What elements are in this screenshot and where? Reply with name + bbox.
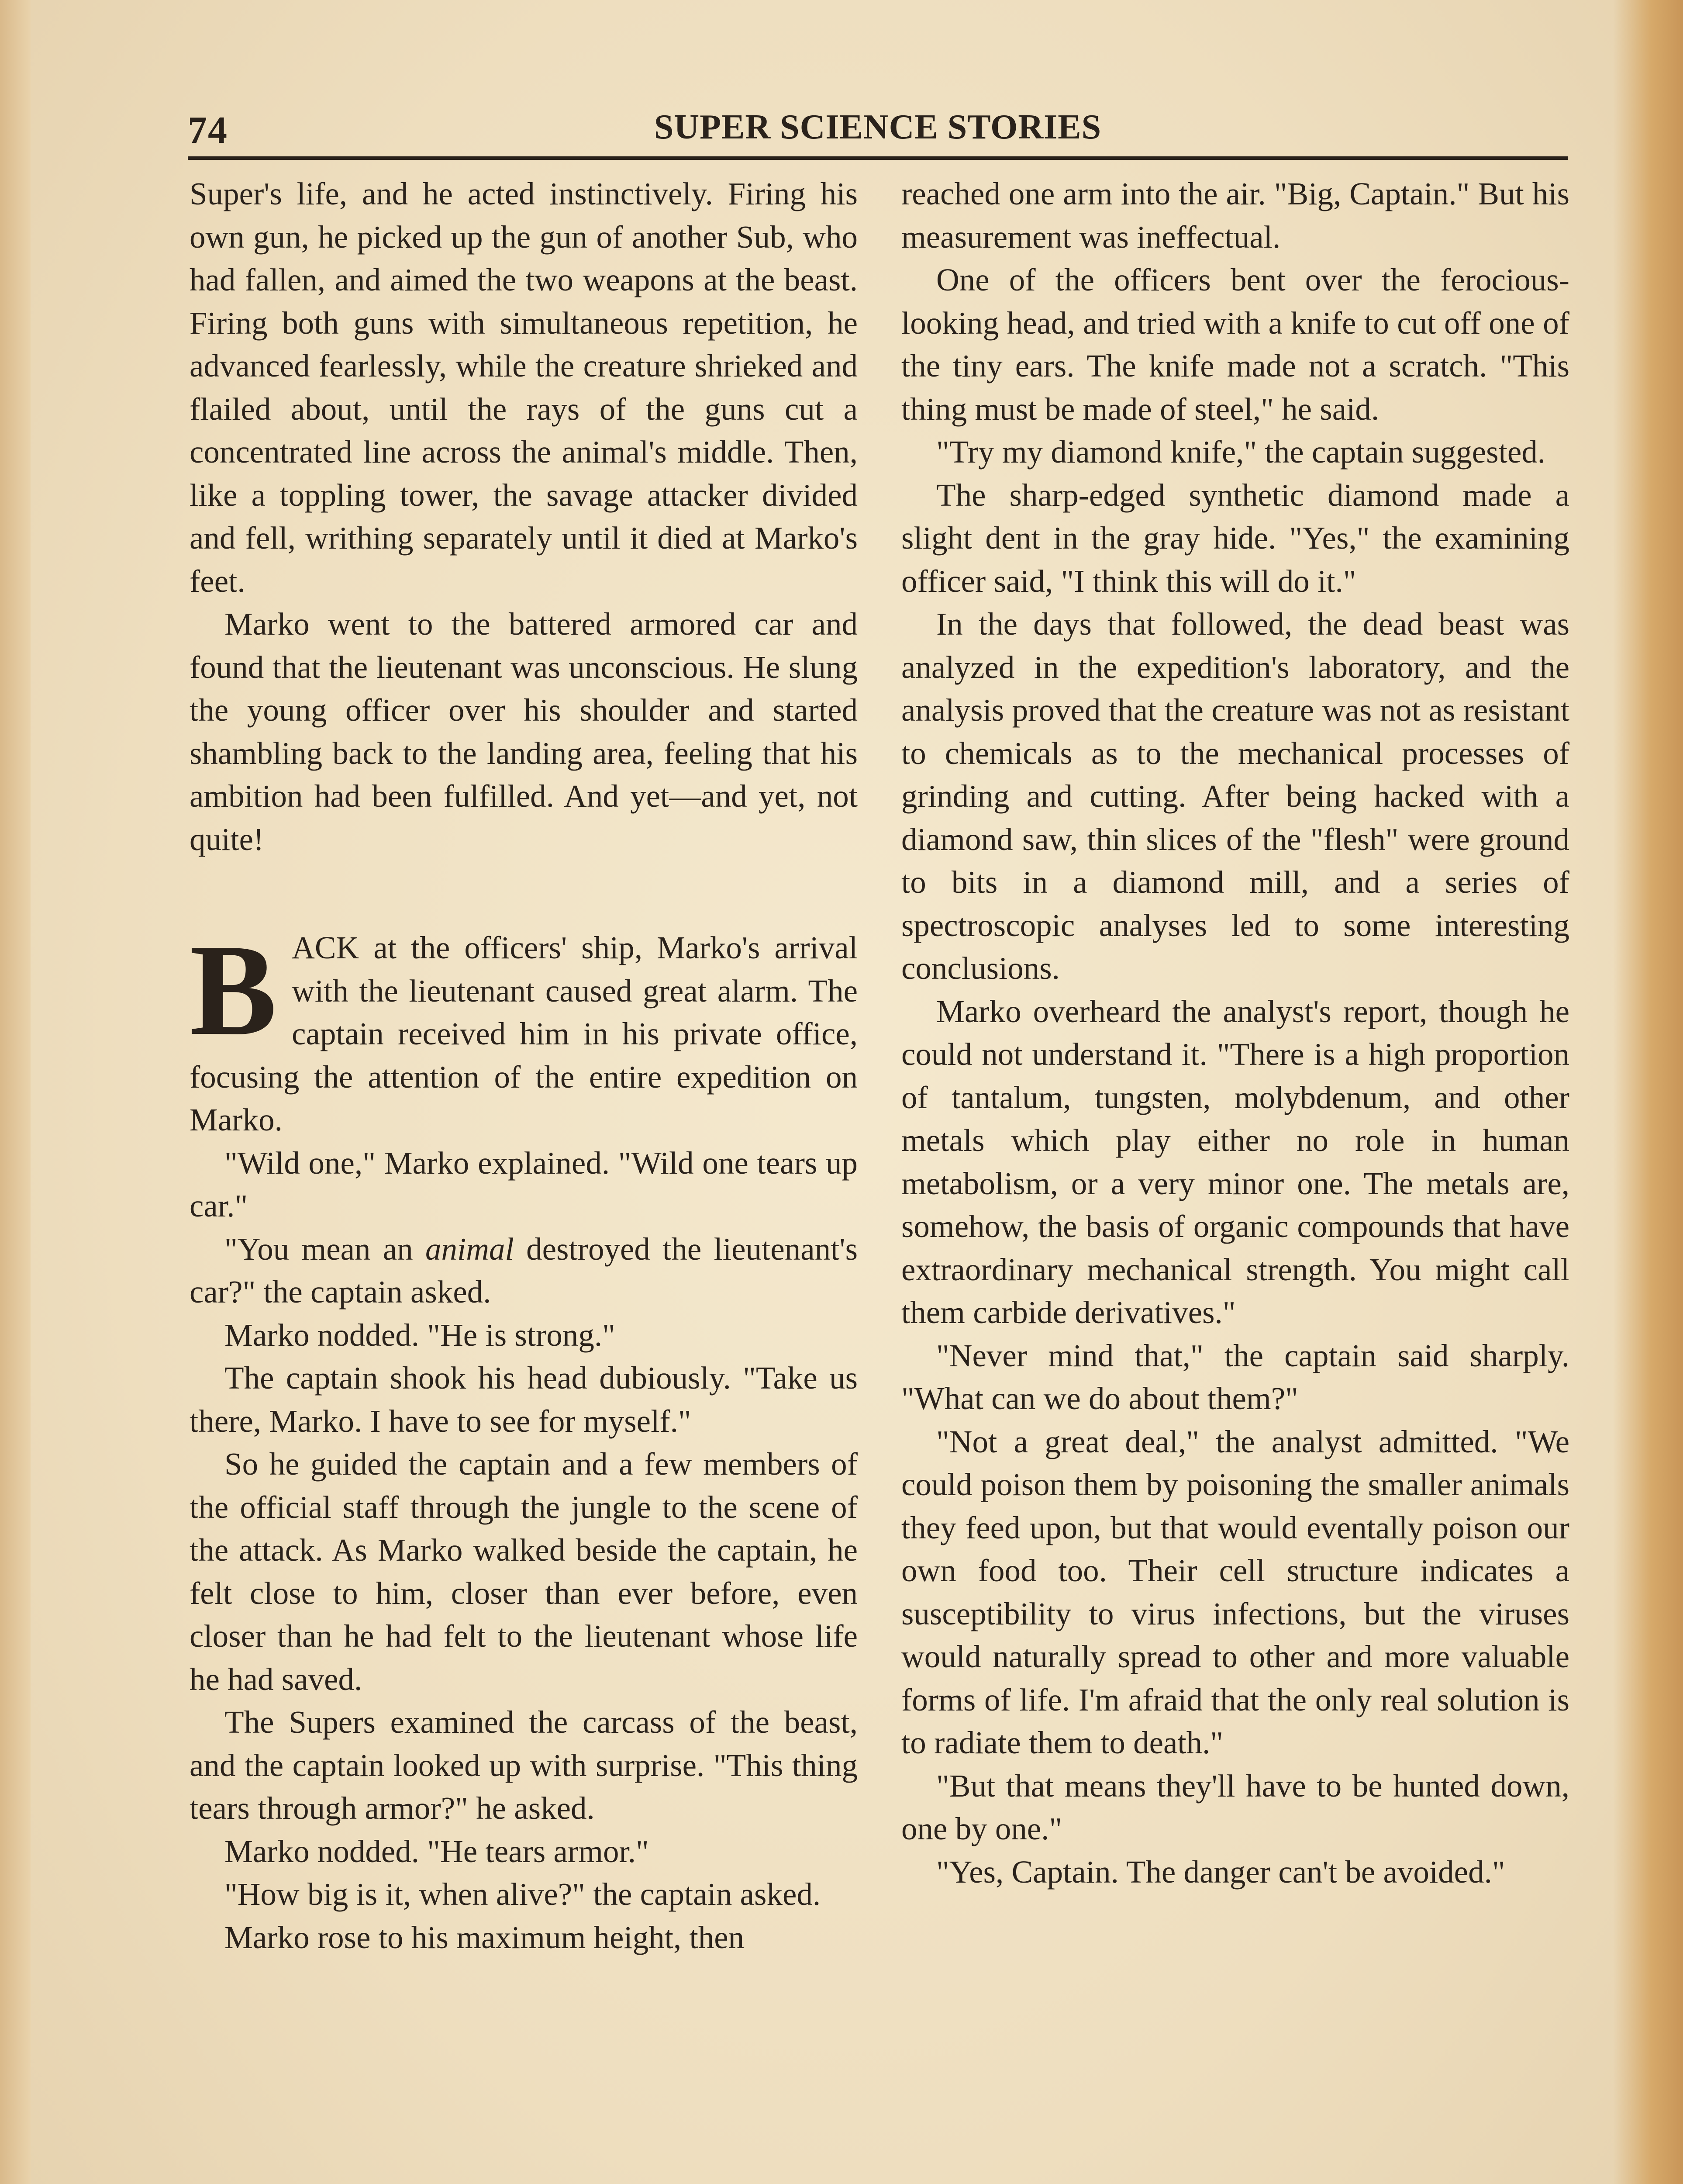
page-edge-left xyxy=(0,0,31,2184)
paragraph: So he guided the captain and a few members of the official staff through the jungle to the scene of the attack. As Marko walked beside the captain, he felt close to him, closer than ever before, even closer than he had felt to the lieutenant whose life he had saved. xyxy=(190,1446,858,1697)
paragraph: "Not a great deal," the analyst admitted. "We could poison them by poisoning the smaller animals they feed upon, but that would eventally poison our own food too. Their cell structure indicates a susceptibility to virus infections, but the viruses would naturally spread to other and more valuable forms of life. I'm afraid that the only real solution is to radiate them to death." xyxy=(901,1424,1569,1760)
paragraph: The captain shook his head dubiously. "Take us there, Marko. I have to see for myself." xyxy=(190,1360,858,1439)
paragraph: The sharp-edged synthetic diamond made a slight dent in the gray hide. "Yes," the examining officer said, "I think this will do it." xyxy=(901,477,1569,599)
right-column xyxy=(901,173,1569,1894)
paragraph: "Wild one," Marko explained. "Wild one tears up car." xyxy=(190,1145,858,1223)
paragraph: Marko went to the battered armored car and found that the lieutenant was unconscious. He slung the young officer over his shoulder and started shambling back to the landing area, feeling that his ambition had been fulfilled. And yet—and yet, not quite! xyxy=(190,606,858,857)
paragraph-text: destroyed the lieutenant's car?" the captain asked. xyxy=(190,1231,858,1310)
paragraph: "Yes, Captain. The danger can't be avoided." xyxy=(936,1854,1505,1890)
paragraph: One of the officers bent over the ferocious-looking head, and tried with a knife to cut off one of the tiny ears. The knife made not a scratch. "This thing must be made of steel," he said. xyxy=(901,262,1569,427)
paragraph: Marko rose to his maximum height, then xyxy=(224,1919,745,1955)
paragraph: The Supers examined the carcass of the beast, and the captain looked up with surprise. "This thing tears through armor?" he asked. xyxy=(190,1704,858,1826)
paragraph: Marko nodded. "He is strong." xyxy=(224,1317,615,1353)
paragraph-text: ACK at the officers' ship, Marko's arrival with the lieutenant caused great alarm. The captain received him in his private office, focusing the attention of the entire expedition on Marko. xyxy=(190,930,858,1137)
paragraph: "But that means they'll have to be hunted down, one by one." xyxy=(901,1768,1569,1846)
page-edge-right xyxy=(1613,0,1683,2184)
drop-cap: B xyxy=(190,917,277,1062)
page-number: 74 xyxy=(188,109,228,152)
emphasis: animal xyxy=(425,1231,514,1267)
paragraph-text: "You mean an xyxy=(224,1231,425,1267)
paragraph: reached one arm into the air. "Big, Captain." But his measurement was ineffectual. xyxy=(901,176,1569,255)
paragraph: Marko overheard the analyst's report, though he could not understand it. "There is a high proportion of tantalum, tungsten, molybdenum, and other metals which play either no role in human metabolism, or a very minor one. The metals are, somehow, the basis of organic compounds that have extraordinary mechanical strength. You might call them carbide derivatives." xyxy=(901,993,1569,1330)
paragraph: Marko nodded. "He tears armor." xyxy=(224,1833,649,1869)
paragraph: "Try my diamond knife," the captain suggested. xyxy=(936,434,1546,470)
paragraph: "How big is it, when alive?" the captain asked. xyxy=(224,1876,821,1912)
header-rule xyxy=(188,156,1568,160)
left-column xyxy=(190,173,858,1959)
paragraph: In the days that followed, the dead beast was analyzed in the expedition's laboratory, and the analysis proved that the creature was not as resistant to chemicals as to the mechanical processes of grinding and cutting. After being hacked with a diamond saw, thin slices of the "flesh" were ground to bits in a diamond mill, and a series of spectroscopic analyses led to some interesting conclusions. xyxy=(901,606,1569,986)
paragraph-with-dropcap xyxy=(190,917,858,1142)
paragraph: Super's life, and he acted instinctively. Firing his own gun, he picked up the gun of another Sub, who had fallen, and aimed the two weapons at the beast. Firing both guns with simultaneous repetition, he advanced fearlessly, while the creature shrieked and flailed about, until the rays of the guns cut a concentrated line across the animal's middle. Then, like a toppling tower, the savage attacker divided and fell, writhing separately until it died at Marko's feet. xyxy=(190,176,858,599)
section-break xyxy=(190,861,858,926)
running-header xyxy=(188,105,1568,153)
paragraph: "Never mind that," the captain said sharply. "What can we do about them?" xyxy=(901,1337,1569,1416)
magazine-title: SUPER SCIENCE STORIES xyxy=(654,108,1102,146)
paragraph xyxy=(190,1228,858,1314)
